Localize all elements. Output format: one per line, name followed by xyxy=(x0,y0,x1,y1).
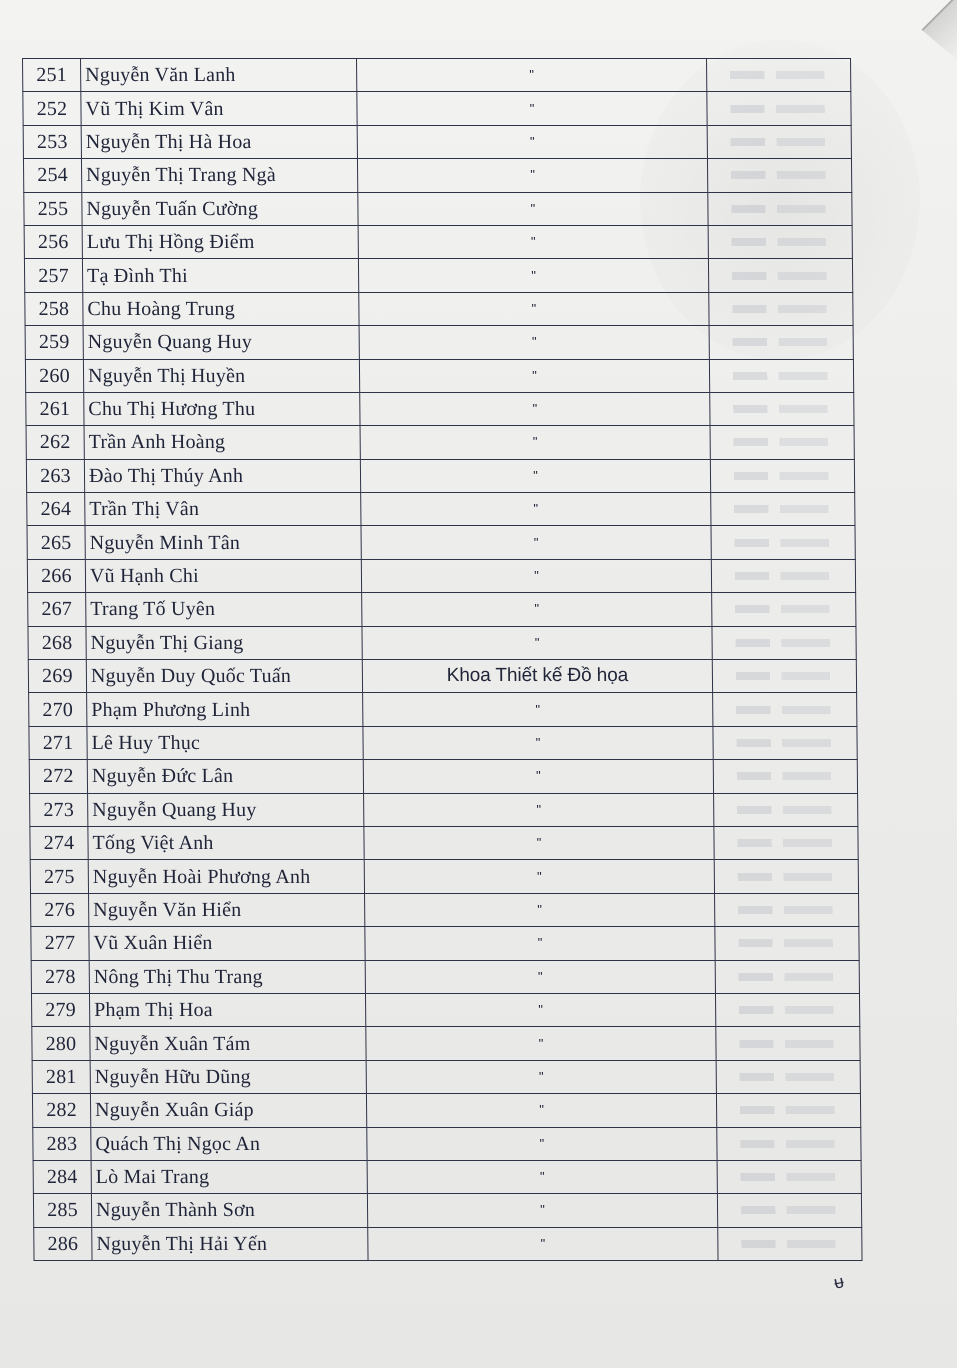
note-cell xyxy=(717,1194,861,1227)
row-number: 259 xyxy=(25,326,83,359)
bleed-through-text xyxy=(709,226,852,258)
ditto-mark: " xyxy=(357,159,707,192)
table-row xyxy=(34,1227,862,1260)
bleed-through-text xyxy=(712,593,855,625)
ditto-mark: " xyxy=(359,326,709,359)
person-name: Nguyễn Tuấn Cường xyxy=(82,192,358,225)
ditto-mark: " xyxy=(363,760,713,793)
table-row xyxy=(26,426,854,459)
note-cell xyxy=(715,927,859,960)
ditto-mark: " xyxy=(361,559,711,592)
table-row xyxy=(26,459,854,492)
note-cell xyxy=(714,826,858,859)
note-cell xyxy=(715,893,859,926)
ditto-mark: " xyxy=(363,693,713,726)
row-number: 257 xyxy=(24,259,82,292)
person-name: Lưu Thị Hồng Điểm xyxy=(82,225,358,258)
table-row xyxy=(28,593,856,626)
table-row xyxy=(33,1160,861,1193)
person-name: Nguyễn Văn Hiển xyxy=(89,893,365,926)
note-cell xyxy=(707,59,851,92)
ditto-mark: " xyxy=(360,392,710,425)
note-cell xyxy=(716,1027,860,1060)
note-cell xyxy=(716,1094,860,1127)
note-cell xyxy=(717,1127,861,1160)
note-cell xyxy=(712,626,856,659)
row-number: 273 xyxy=(30,793,88,826)
bleed-through-text xyxy=(716,961,859,993)
table-row xyxy=(31,960,859,993)
row-number: 268 xyxy=(28,626,86,659)
person-name: Trang Tố Uyên xyxy=(86,593,362,626)
ditto-mark: " xyxy=(365,993,715,1026)
bleed-through-text xyxy=(714,794,857,826)
bleed-through-text xyxy=(718,1194,861,1226)
ditto-mark: " xyxy=(366,1027,716,1060)
person-name: Nguyễn Duy Quốc Tuấn xyxy=(86,660,362,693)
note-cell xyxy=(711,559,855,592)
row-number: 278 xyxy=(31,960,89,993)
person-name: Trần Thị Vân xyxy=(85,493,361,526)
row-number: 275 xyxy=(30,860,88,893)
bleed-through-text xyxy=(710,360,853,392)
person-name: Nguyễn Quang Huy xyxy=(88,793,364,826)
row-number: 282 xyxy=(32,1094,90,1127)
ditto-mark: " xyxy=(364,860,714,893)
ditto-mark: " xyxy=(364,826,714,859)
person-name: Nguyễn Thị Hải Yến xyxy=(92,1227,368,1260)
row-number: 280 xyxy=(32,1027,90,1060)
ditto-mark: " xyxy=(359,292,709,325)
table-row xyxy=(29,760,857,793)
table-row xyxy=(30,826,858,859)
ditto-mark: " xyxy=(359,359,709,392)
bleed-through-text xyxy=(718,1161,861,1193)
ditto-mark: " xyxy=(368,1227,718,1260)
person-name: Lê Huy Thục xyxy=(87,726,363,759)
bleed-through-text xyxy=(713,727,856,759)
table-row xyxy=(28,626,856,659)
bleed-through-text xyxy=(709,293,852,325)
row-number: 279 xyxy=(31,993,89,1026)
ditto-mark: " xyxy=(358,192,708,225)
bleed-through-text xyxy=(711,526,854,558)
bleed-through-text xyxy=(707,59,850,91)
ditto-mark: " xyxy=(367,1160,717,1193)
row-number: 274 xyxy=(30,826,88,859)
note-cell xyxy=(715,993,859,1026)
person-name: Tạ Đình Thi xyxy=(82,259,358,292)
note-cell xyxy=(709,326,853,359)
person-name: Nguyễn Xuân Tám xyxy=(90,1027,366,1060)
note-cell xyxy=(707,92,851,125)
row-number: 285 xyxy=(33,1194,91,1227)
table-row xyxy=(32,1027,860,1060)
note-cell xyxy=(711,526,855,559)
table-row xyxy=(24,225,852,258)
table-row xyxy=(25,359,853,392)
person-name: Nguyễn Thành Sơn xyxy=(91,1194,367,1227)
ditto-mark: " xyxy=(365,893,715,926)
bleed-through-text xyxy=(711,426,854,458)
person-name: Nông Thị Thu Trang xyxy=(89,960,365,993)
table-row xyxy=(30,793,858,826)
table-body xyxy=(23,59,863,1261)
note-cell xyxy=(707,159,851,192)
table-row xyxy=(25,292,853,325)
ditto-mark: " xyxy=(367,1127,717,1160)
row-number: 283 xyxy=(33,1127,91,1160)
row-number: 252 xyxy=(23,92,81,125)
ditto-mark: " xyxy=(367,1194,717,1227)
row-number: 277 xyxy=(31,927,89,960)
table-row xyxy=(24,259,852,292)
row-number: 253 xyxy=(23,125,81,158)
ditto-mark: " xyxy=(357,92,707,125)
table-row xyxy=(28,660,856,693)
note-cell xyxy=(707,125,851,158)
bleed-through-text xyxy=(711,493,854,525)
ditto-mark: " xyxy=(366,1060,716,1093)
table-row xyxy=(33,1127,861,1160)
person-name: Nguyễn Thị Hà Hoa xyxy=(81,125,357,158)
ditto-mark: " xyxy=(365,927,715,960)
bleed-through-text xyxy=(713,693,856,725)
note-cell xyxy=(712,593,856,626)
row-number: 271 xyxy=(29,726,87,759)
person-name: Chu Thị Hương Thu xyxy=(84,392,360,425)
note-cell xyxy=(708,225,852,258)
person-name: Nguyễn Văn Lanh xyxy=(81,59,357,92)
person-name: Phạm Phương Linh xyxy=(87,693,363,726)
ditto-mark: " xyxy=(360,459,710,492)
table-row xyxy=(30,860,858,893)
person-name: Tống Việt Anh xyxy=(88,826,364,859)
ditto-mark: " xyxy=(361,493,711,526)
table-row xyxy=(33,1194,861,1227)
note-cell xyxy=(718,1227,862,1260)
ditto-mark: " xyxy=(357,125,707,158)
person-name: Nguyễn Đức Lân xyxy=(87,760,363,793)
row-number: 258 xyxy=(25,292,83,325)
note-cell xyxy=(716,1060,860,1093)
bleed-through-text xyxy=(707,92,850,124)
bleed-through-text xyxy=(713,660,856,692)
table-row xyxy=(26,392,854,425)
table-row xyxy=(27,559,855,592)
row-number: 267 xyxy=(28,593,86,626)
bleed-through-text xyxy=(716,994,859,1026)
bleed-through-text xyxy=(712,627,855,659)
bleed-through-text xyxy=(714,760,857,792)
row-number: 264 xyxy=(27,493,85,526)
ditto-mark: " xyxy=(361,526,711,559)
row-number: 276 xyxy=(31,893,89,926)
person-name: Nguyễn Xuân Giáp xyxy=(90,1094,366,1127)
note-cell xyxy=(710,392,854,425)
bleed-through-text xyxy=(710,393,853,425)
table-row xyxy=(32,1094,860,1127)
row-number: 265 xyxy=(27,526,85,559)
person-name: Trần Anh Hoàng xyxy=(84,426,360,459)
table-row xyxy=(27,526,855,559)
person-name: Nguyễn Hoài Phương Anh xyxy=(88,860,364,893)
table-row xyxy=(27,493,855,526)
note-cell xyxy=(713,693,857,726)
note-cell xyxy=(713,760,857,793)
staff-list-table-wrapper xyxy=(22,58,862,1261)
note-cell xyxy=(713,726,857,759)
note-cell xyxy=(710,459,854,492)
row-number: 269 xyxy=(28,660,86,693)
row-number: 256 xyxy=(24,225,82,258)
bleed-through-text xyxy=(708,193,851,225)
note-cell xyxy=(711,493,855,526)
bleed-through-text xyxy=(712,560,855,592)
row-number: 263 xyxy=(26,459,84,492)
bleed-through-text xyxy=(715,860,858,892)
person-name: Vũ Xuân Hiển xyxy=(89,927,365,960)
bleed-through-text xyxy=(708,159,851,191)
ditto-mark: " xyxy=(362,626,712,659)
person-name: Vũ Hạnh Chi xyxy=(85,559,361,592)
table-row xyxy=(29,726,857,759)
row-number: 272 xyxy=(29,760,87,793)
row-number: 251 xyxy=(23,59,81,92)
person-name: Nguyễn Minh Tân xyxy=(85,526,361,559)
table-row xyxy=(23,125,851,158)
person-name: Nguyễn Thị Huyền xyxy=(83,359,359,392)
handwritten-initial: ᵾ xyxy=(831,1271,846,1294)
ditto-mark: " xyxy=(358,225,708,258)
staff-list-table xyxy=(22,58,863,1261)
bleed-through-text xyxy=(717,1128,860,1160)
row-number: 255 xyxy=(24,192,82,225)
bleed-through-text xyxy=(708,126,851,158)
note-cell xyxy=(709,292,853,325)
ditto-mark: " xyxy=(364,793,714,826)
row-number: 284 xyxy=(33,1160,91,1193)
table-row xyxy=(23,59,851,92)
bleed-through-text xyxy=(711,460,854,492)
row-number: 262 xyxy=(26,426,84,459)
bleed-through-text xyxy=(715,927,858,959)
table-row xyxy=(31,993,859,1026)
person-name: Vũ Thị Kim Vân xyxy=(81,92,357,125)
person-name: Nguyễn Hữu Dũng xyxy=(90,1060,366,1093)
note-cell xyxy=(712,660,856,693)
bleed-through-text xyxy=(714,827,857,859)
person-name: Lò Mai Trang xyxy=(91,1160,367,1193)
row-number: 270 xyxy=(29,693,87,726)
row-number: 254 xyxy=(23,159,81,192)
bleed-through-text xyxy=(715,894,858,926)
note-cell xyxy=(714,860,858,893)
ditto-mark: " xyxy=(365,960,715,993)
row-number: 286 xyxy=(34,1227,92,1260)
note-cell xyxy=(708,192,852,225)
table-row xyxy=(23,92,851,125)
department-name: Khoa Thiết kế Đồ họa xyxy=(362,660,712,693)
row-number: 281 xyxy=(32,1060,90,1093)
ditto-mark: " xyxy=(360,426,710,459)
table-row xyxy=(23,159,851,192)
table-row xyxy=(31,893,859,926)
table-row xyxy=(24,192,852,225)
person-name: Quách Thị Ngọc An xyxy=(91,1127,367,1160)
table-row xyxy=(32,1060,860,1093)
note-cell xyxy=(708,259,852,292)
person-name: Phạm Thị Hoa xyxy=(89,993,365,1026)
note-cell xyxy=(715,960,859,993)
ditto-mark: " xyxy=(362,593,712,626)
bleed-through-text xyxy=(710,326,853,358)
ditto-mark: " xyxy=(366,1094,716,1127)
note-cell xyxy=(717,1160,861,1193)
bleed-through-text xyxy=(716,1027,859,1059)
note-cell xyxy=(710,426,854,459)
ditto-mark: " xyxy=(358,259,708,292)
row-number: 261 xyxy=(26,392,84,425)
person-name: Nguyễn Thị Giang xyxy=(86,626,362,659)
ditto-mark: " xyxy=(363,726,713,759)
bleed-through-text xyxy=(717,1094,860,1126)
note-cell xyxy=(714,793,858,826)
table-row xyxy=(29,693,857,726)
bleed-through-text xyxy=(709,259,852,291)
table-row xyxy=(31,927,859,960)
person-name: Nguyễn Thị Trang Ngà xyxy=(81,159,357,192)
person-name: Đào Thị Thúy Anh xyxy=(84,459,360,492)
row-number: 266 xyxy=(27,559,85,592)
table-row xyxy=(25,326,853,359)
ditto-mark: " xyxy=(357,59,707,92)
row-number: 260 xyxy=(25,359,83,392)
person-name: Nguyễn Quang Huy xyxy=(83,326,359,359)
note-cell xyxy=(709,359,853,392)
bleed-through-text xyxy=(717,1061,860,1093)
bleed-through-text xyxy=(718,1228,861,1260)
person-name: Chu Hoàng Trung xyxy=(83,292,359,325)
